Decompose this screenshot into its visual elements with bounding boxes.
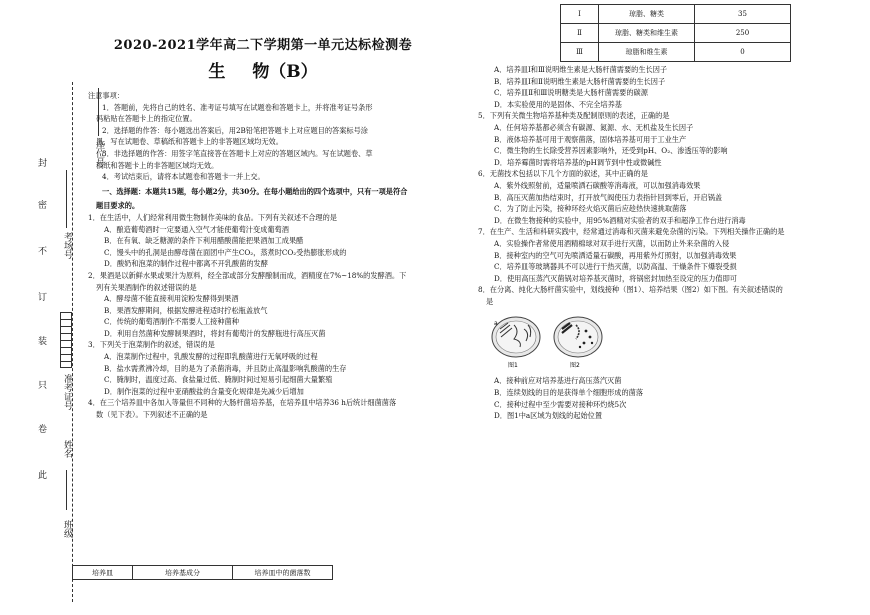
label-exam-room: 考场号: [62, 232, 72, 259]
table-row: Ⅱ 琼脂、糖类和维生素 250: [561, 24, 791, 43]
streak-plate-figure: [478, 311, 838, 373]
note-line: 稿纸和答题卡上的非答题区域均无效。: [96, 160, 219, 170]
question-7-option-a: A．实验操作者常使用酒精棉球对双手进行灭菌，以而防止外来杂菌的入侵: [494, 238, 730, 248]
name-underline: [66, 470, 67, 510]
question-8-option-b: B．连续划线的目的是获得单个细胞形成的菌落: [494, 388, 644, 398]
q4-table-body: [560, 4, 791, 62]
question-3-stem: 3．下列关于泡菜制作的叙述，错误的是: [88, 340, 215, 350]
question-6-option-b: B．高压灭菌加热结束时，打开放气阀使压力表指针回到零后，开启锅盖: [494, 192, 723, 202]
question-5-stem: 5．下列有关微生物培养基种类及配制原则的表述，正确的是: [478, 111, 670, 121]
question-8-stem-cont: 是: [486, 296, 494, 306]
question-2-option-d: D．利用自然菌种发酵制果酒时，将封有葡萄汁的发酵瓶进行高压灭菌: [104, 328, 326, 338]
question-8-option-d: D．图1中a区域为划线的起始位置: [494, 411, 603, 421]
question-4-stem: 4．在三个培养皿中各加入等量但不同种的大肠杆菌培养基，在培养皿中培养36 h后统计细菌菌落: [88, 398, 397, 408]
question-2-option-c: C．传统的葡萄酒制作不需要人工接种菌种: [104, 317, 239, 327]
question-1-option-d: D．酸奶和泡菜的制作过程中都离不开乳酸菌的发酵: [104, 259, 268, 269]
question-5-option-a: A．任何培养基都必须含有碳源、氮源、水、无机盐及生长因子: [494, 122, 694, 132]
question-8-option-c: C．接种过程中至少需要对接种环灼烧5次: [494, 399, 627, 409]
question-3-option-c: C．腌制时，温度过高、食盐量过低、腌制时间过短易引起细菌大量繁殖: [104, 375, 333, 385]
stamp-char: 此: [36, 470, 46, 479]
figure-1-label: 图1: [508, 362, 518, 370]
question-4-stem-cont: 数（见下表）。下列叙述不正确的是: [96, 410, 208, 420]
section-heading-cont: 题目要求的。: [96, 201, 140, 211]
petri-dish-illustration: [486, 311, 616, 373]
question-6-option-d: D．在微生物接种的实验中，用95%酒精对实验者的双手和超净工作台进行消毒: [494, 215, 746, 225]
q4-table-header: [72, 565, 333, 580]
note-line: 码粘贴在答题卡上的指定位置。: [96, 114, 197, 124]
question-5-option-d: D．培养霉菌时需将培养基的pH调节到中性或微碱性: [494, 157, 662, 167]
label-class: 班级: [62, 520, 72, 538]
subject-title: 生 物（B）: [208, 62, 318, 82]
table-row: Ⅰ 琼脂、糖类 35: [561, 5, 791, 24]
question-2-option-b: B．果酒发酵期间，根据发酵进程适时拧松瓶盖放气: [104, 305, 268, 315]
left-column: [88, 34, 438, 421]
region-a-mark: a: [494, 320, 498, 328]
note-line: 4．考试结束后，请将本试题卷和答题卡一并上交。: [102, 172, 265, 182]
label-seat-number: 座位号: [94, 140, 104, 167]
question-3-option-a: A．泡菜制作过程中，乳酸发酵的过程即乳酸菌进行无氧呼吸的过程: [104, 352, 318, 362]
figure-2-label: 图2: [570, 362, 580, 370]
question-8-stem: 8．在分离、纯化大肠杆菌实验中，划线接种（图1）、培养结果（图2）如下图。有关叙述错误的: [478, 285, 783, 295]
question-1-stem: 1．在生活中，人们经常利用微生物制作美味的食品。下列有关叙述不合理的是: [88, 212, 337, 222]
question-3-option-d: D．制作泡菜的过程中亚硝酸盐的含量变化规律是先减少后增加: [104, 386, 304, 396]
exam-room-underline: [66, 170, 67, 228]
stamp-char: 装: [36, 336, 46, 345]
stamp-char: 卷: [36, 424, 46, 433]
question-7-option-c: C．培养皿等玻璃器具不可以进行干热灭菌，以防高温、干燥条件下爆裂受损: [494, 262, 737, 272]
question-4-option-a: A．培养皿Ⅰ和Ⅲ说明维生素是大肠杆菌需要的生长因子: [494, 65, 668, 74]
question-2-stem: 2．果酒是以新鲜水果或果汁为原料，经全部或部分发酵酿制而成，酒精度在7%~18%的发酵酒。下: [88, 270, 407, 280]
question-6-option-a: A．紫外线照射前，适量喷洒石碳酸等消毒液，可以加强消毒效果: [494, 180, 701, 190]
question-4-option-d: D．本实验使用的是固体、不完全培养基: [494, 99, 622, 109]
label-name: 姓名: [62, 440, 72, 458]
question-7-option-b: B．接种室内的空气可先喷洒适量石碳酸，再用紫外灯照射，以加强消毒效果: [494, 250, 737, 260]
notes-heading: 注意事项：: [88, 91, 124, 100]
question-1-option-a: A．酿造葡萄酒时一定要通入空气才能使葡萄汁变成葡萄酒: [104, 224, 289, 234]
stamp-char: 密: [36, 200, 46, 209]
stamp-char: 只: [36, 380, 46, 389]
question-2-option-a: A．酵母菌不能直接利用淀粉发酵得到果酒: [104, 294, 239, 304]
stamp-char: 封: [36, 158, 46, 167]
label-admission-number: 准考证号: [62, 374, 72, 410]
exam-title: 2020-2021学年高二下学期第一单元达标检测卷: [113, 38, 413, 53]
stamp-char: 订: [36, 292, 46, 301]
question-7-stem: 7．在生产、生活和科研实践中，经常通过消毒和灭菌来避免杂菌的污染。下列相关操作正确的是: [478, 227, 785, 237]
table-row: Ⅲ 琼脂和维生素 0: [561, 43, 791, 62]
stamp-char: 不: [36, 246, 46, 255]
admission-number-grid: [60, 312, 72, 368]
question-5-option-b: B．液体培养基可用于观察菌落，固体培养基可用于工业生产: [494, 134, 687, 144]
table-header-cell: 培养皿: [73, 566, 133, 580]
right-column: [478, 4, 838, 422]
question-4-option-b: B．培养皿Ⅰ和Ⅱ说明维生素是大肠杆菌需要的生长因子: [494, 76, 666, 86]
question-8-option-a: A．接种前应对培养基进行高压蒸汽灭菌: [494, 376, 622, 386]
note-line: 2．选择题的作答：每小题选出答案后，用2B铅笔把答题卡上对应题目的答案标号涂: [102, 125, 368, 135]
question-3-option-b: B．盐水需煮沸冷却，目的是为了杀菌消毒，并且防止高温影响乳酸菌的生存: [104, 363, 347, 373]
question-1-option-b: B．在有氧、缺乏糖源的条件下利用醋酸菌能把果酒加工成果醋: [104, 236, 304, 246]
question-6-option-c: C．为了防止污染，接种环经火焰灭菌后应趁热快速挑取菌落: [494, 204, 687, 214]
question-5-option-c: C．微生物的生长除受营养因素影响外，还受到pH、O₂、渗透压等的影响: [494, 146, 728, 156]
note-line: 1．答题前，先将自己的姓名、准考证号填写在试题卷和答题卡上，并将准考证号条形: [102, 102, 373, 112]
question-4-option-c: C．培养皿Ⅱ和Ⅲ说明糖类是大肠杆菌需要的碳源: [494, 88, 648, 98]
question-1-option-c: C．馒头中的孔洞是由酵母菌在面团中产生CO₂，蒸煮时CO₂受热膨胀形成的: [104, 247, 347, 257]
table-header-cell: 培养基成分: [133, 566, 233, 580]
binding-dashed-line: [72, 82, 73, 602]
section-heading: 一、选择题：本题共15题，每小题2分，共30分。在每小题给出的四个选项中，只有一项是符合: [102, 186, 408, 196]
table-header-cell: 培养皿中的菌落数: [233, 566, 333, 580]
note-line: 黑，写在试题卷、草稿纸和答题卡上的非答题区域均无效。: [96, 137, 283, 147]
question-7-option-d: D．使用高压蒸汽灭菌锅对培养基灭菌时，将锅密封加热至设定的压力值即可: [494, 273, 737, 283]
question-6-stem: 6．无菌技术包括以下几个方面的叙述，其中正确的是: [478, 169, 648, 179]
question-2-stem-cont: 列有关果酒制作的叙述错误的是: [96, 282, 197, 292]
note-line: 3．非选择题的作答：用签字笔直接答在答题卡上对应的答题区域内。写在试题卷、草: [102, 148, 373, 158]
